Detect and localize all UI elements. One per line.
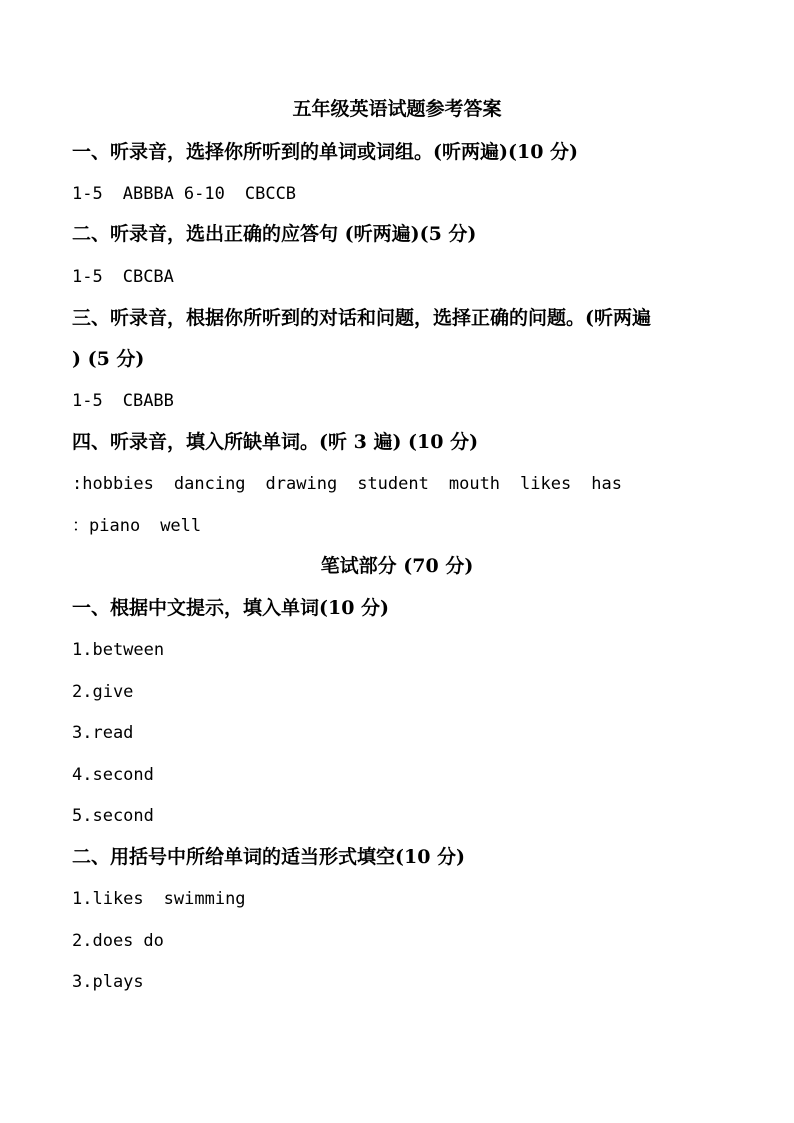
- answer-value: ABBBA: [122, 184, 174, 204]
- written-part2-item: [72, 886, 246, 912]
- listening-part2-heading: 二、听录音，选出正确的应答句 (听两遍)(5 分): [72, 223, 477, 245]
- written-part1-item: 2.give: [72, 682, 134, 702]
- written-part2-item: [72, 928, 164, 954]
- answer-range: 6-10: [183, 184, 225, 204]
- listening-part1-answers: [72, 181, 296, 207]
- answer-word: swimming: [163, 889, 246, 909]
- written-part1-item: 1.between: [72, 640, 165, 660]
- listening-part4-answers-line1: [72, 471, 622, 497]
- written-part2-item: [72, 969, 144, 995]
- written-part1-heading: 一、根据中文提示，填入单词(10 分): [72, 597, 390, 619]
- answer-word: 2.does: [72, 931, 134, 951]
- answer-word: well: [160, 516, 202, 536]
- listening-part4-answers-line2: [72, 513, 201, 539]
- listening-part4-heading: 四、听录音，填入所缺单词。(听 3 遍) (10 分): [72, 431, 479, 453]
- answer-word: :hobbies: [72, 474, 154, 494]
- listening-part1-heading: 一、听录音，选择你所听到的单词或词组。(听两遍)(10 分): [72, 141, 579, 163]
- answer-range: 1-5: [72, 391, 103, 411]
- written-part1-item: 4.second: [72, 765, 154, 785]
- answer-word: dancing: [173, 474, 246, 494]
- answer-word: ：piano: [72, 516, 141, 536]
- listening-part2-answers: [72, 264, 174, 290]
- answer-word: 3.plays: [72, 972, 144, 992]
- written-part1-item: 5.second: [72, 806, 154, 826]
- answer-range: 1-5: [72, 184, 103, 204]
- answer-word: likes: [520, 474, 572, 494]
- answer-value: CBABB: [122, 391, 174, 411]
- page-title: 五年级英语试题参考答案: [292, 98, 502, 120]
- written-part2-heading: 二、用括号中所给单词的适当形式填空(10 分): [72, 846, 466, 868]
- answer-word: 1.likes: [72, 889, 144, 909]
- answer-value: CBCCB: [244, 184, 297, 204]
- written-section-title: 笔试部分 (70 分): [320, 555, 474, 577]
- answer-word: student: [357, 474, 429, 494]
- answer-value: CBCBA: [122, 267, 174, 287]
- answer-word: has: [591, 474, 622, 494]
- listening-part3-answers: [72, 388, 174, 414]
- listening-part3-heading: 三、听录音，根据你所听到的对话和问题，选择正确的问题。(听两遍: [72, 307, 651, 329]
- listening-part3-heading-continued: ) (5 分): [72, 348, 145, 370]
- answer-word: drawing: [265, 474, 338, 494]
- written-part1-item: 3.read: [72, 723, 134, 743]
- answer-range: 1-5: [72, 267, 103, 287]
- answer-word: mouth: [448, 474, 501, 494]
- answer-word: do: [143, 931, 164, 951]
